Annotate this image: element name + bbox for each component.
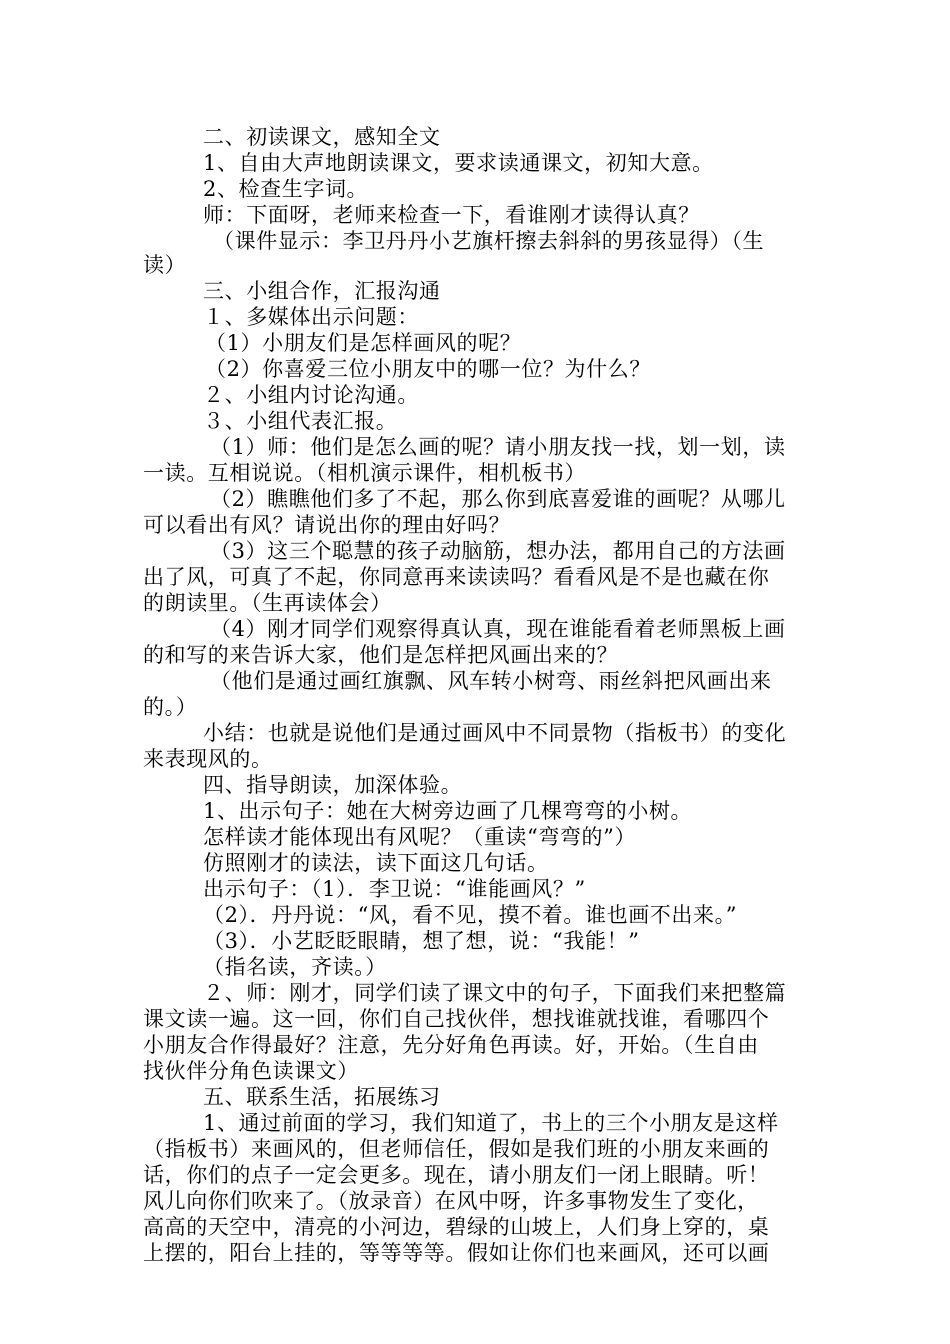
text-line: （2）瞧瞧他们多了不起，那么你到底喜爱谁的画呢？从哪儿 bbox=[210, 487, 786, 511]
text-line: 风儿向你们吹来了。（放录音）在风中呀，许多事物发生了变化， bbox=[143, 1189, 759, 1213]
text-line: 出示句子：（1）．李卫说：“谁能画风？” bbox=[203, 877, 586, 901]
text-line: 1、出示句子：她在大树旁边画了几棵弯弯的小树。 bbox=[203, 799, 693, 823]
text-line: 四、指导朗读，加深体验。 bbox=[203, 773, 463, 797]
text-line: 找伙伴分角色读课文） bbox=[143, 1059, 359, 1083]
text-line: 读） bbox=[143, 253, 187, 277]
text-line: 2、检查生字词。 bbox=[203, 177, 369, 201]
text-line: （课件显示：李卫丹丹小艺旗杆擦去斜斜的男孩显得）（生 bbox=[213, 229, 765, 253]
text-line: 1、自由大声地朗读课文，要求读通课文，初知大意。 bbox=[203, 151, 714, 175]
text-line: ２、师：刚才，同学们读了课文中的句子，下面我们来把整篇 bbox=[203, 981, 787, 1005]
text-line: （指名读，齐读。） bbox=[203, 955, 387, 979]
text-line: ３、小组代表汇报。 bbox=[203, 409, 398, 433]
text-line: １、多媒体出示问题： bbox=[203, 305, 419, 329]
text-line: 话，你们的点子一定会更多。现在，请小朋友们一闭上眼睛。听！ bbox=[143, 1163, 770, 1187]
text-line: 的朗读里。（生再读体会） bbox=[143, 591, 392, 615]
text-line: （2）．丹丹说：“风，看不见，摸不着。谁也画不出来。” bbox=[203, 903, 738, 927]
text-line: （3）这三个聪慧的孩子动脑筋，想办法，都用自己的方法画 bbox=[210, 539, 786, 563]
text-line: （指板书）来画风的，但老师信任，假如是我们班的小朋友来画的 bbox=[143, 1137, 770, 1161]
text-line: 来表现风的。 bbox=[143, 747, 273, 771]
text-line: 可以看出有风？请说出你的理由好吗？ bbox=[143, 513, 511, 537]
text-line: 三、小组合作，汇报沟通 bbox=[203, 279, 441, 303]
text-line: 怎样读才能体现出有风呢？（重读“弯弯的”） bbox=[203, 825, 637, 849]
text-line: （他们是通过画红旗飘、风车转小树弯、雨丝斜把风画出来 bbox=[210, 669, 772, 693]
text-line: 五、联系生活，拓展练习 bbox=[203, 1085, 441, 1109]
text-line: （2）你喜爱三位小朋友中的哪一位？为什么？ bbox=[205, 357, 651, 381]
text-line: 二、初读课文，感知全文 bbox=[203, 125, 441, 149]
text-line: （3）．小艺眨眨眼睛，想了想，说：“我能！” bbox=[203, 929, 640, 953]
text-line: 课文读一遍。这一回，你们自己找伙伴，想找谁就找谁，看哪四个 bbox=[143, 1007, 770, 1031]
text-line: 的和写的来告诉大家，他们是怎样把风画出来的？ bbox=[143, 643, 619, 667]
text-line: 高高的天空中，清亮的小河边，碧绿的山坡上，人们身上穿的，桌 bbox=[143, 1215, 770, 1239]
text-line: 小朋友合作得最好？注意，先分好角色再读。好，开始。（生自由 bbox=[143, 1033, 759, 1057]
text-line: （1）小朋友们是怎样画风的呢？ bbox=[205, 331, 522, 355]
text-line: 上摆的，阳台上挂的，等等等等。假如让你们也来画风，还可以画 bbox=[143, 1241, 770, 1265]
text-line: 出了风，可真了不起，你同意再来读读吗？看看风是不是也藏在你 bbox=[143, 565, 770, 589]
text-line: 小结：也就是说他们是通过画风中不同景物（指板书）的变化 bbox=[203, 721, 787, 745]
text-line: 仿照刚才的读法，读下面这几句话。 bbox=[203, 851, 549, 875]
text-line: 一读。互相说说。（相机演示课件，相机板书） bbox=[143, 461, 587, 485]
text-line: （1）师：他们是怎么画的呢？请小朋友找一找，划一划，读 bbox=[210, 435, 786, 459]
text-line: 的。） bbox=[143, 695, 198, 719]
text-line: 师：下面呀，老师来检查一下，看谁刚才读得认真？ bbox=[203, 203, 700, 227]
text-line: ２、小组内讨论沟通。 bbox=[203, 383, 419, 407]
text-line: 1、通过前面的学习，我们知道了，书上的三个小朋友是这样 bbox=[203, 1111, 779, 1135]
text-line: （4）刚才同学们观察得真认真，现在谁能看着老师黑板上画 bbox=[210, 617, 786, 641]
